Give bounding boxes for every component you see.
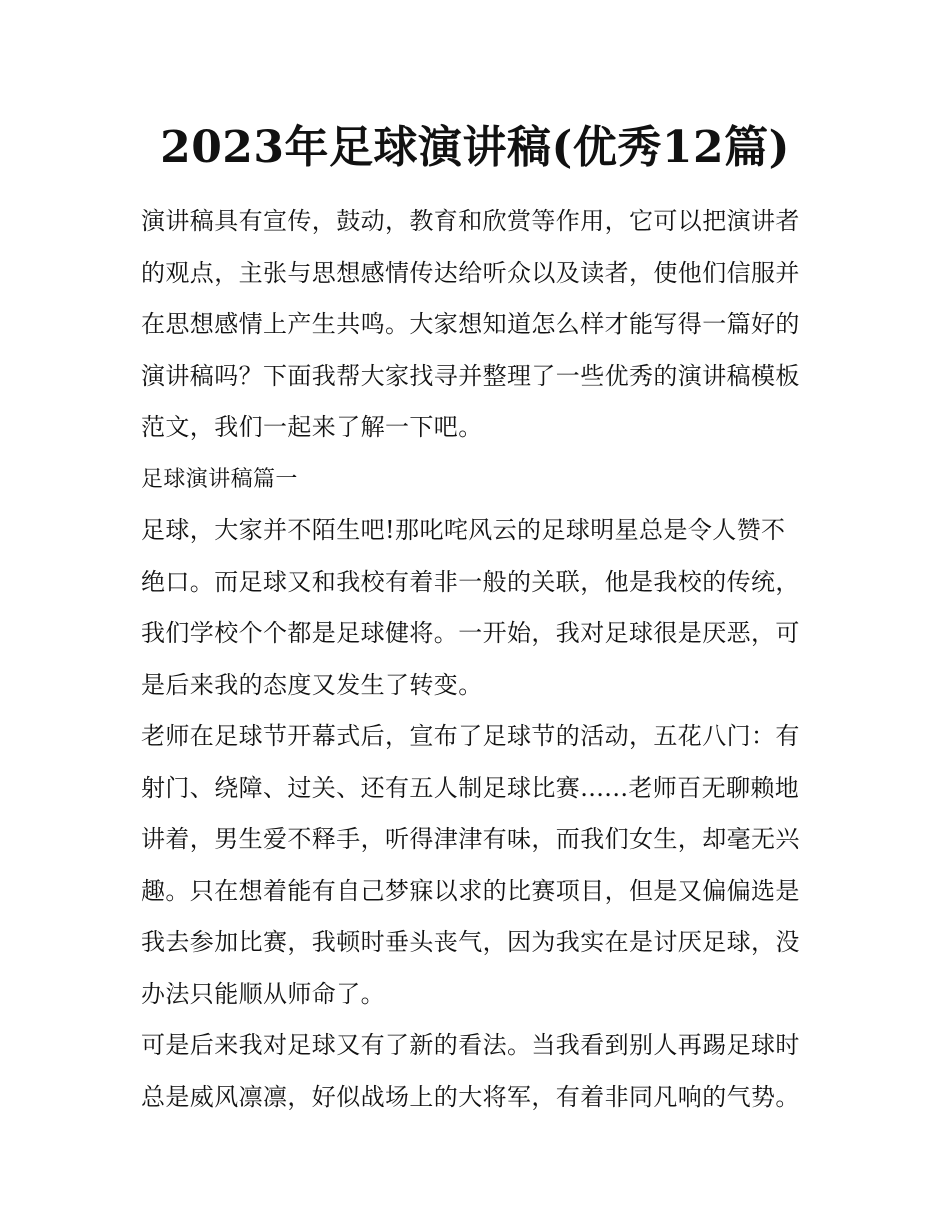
- text-line: 足球演讲稿篇一: [141, 466, 298, 492]
- text-line: 可是后来我对足球又有了新的看法。当我看到别人再踢足球时: [141, 1031, 800, 1059]
- document-title: 2023年足球演讲稿(优秀12篇): [160, 122, 790, 173]
- text-line: 我们学校个个都是足球健将。一开始，我对足球很是厌恶，可: [141, 619, 800, 647]
- text-line: 射门、绕障、过关、还有五人制足球比赛......老师百无聊赖地: [141, 773, 800, 802]
- text-line: 演讲稿具有宣传，鼓动，教育和欣赏等作用，它可以把演讲者: [141, 207, 800, 235]
- text-line: 办法只能顺从师命了。: [141, 979, 385, 1008]
- body-paragraph: [141, 711, 821, 1020]
- intro-paragraph: [141, 196, 821, 454]
- text-line: 在思想感情上产生共鸣。大家想知道怎么样才能写得一篇好的: [141, 310, 800, 338]
- section-heading: [141, 454, 821, 506]
- document-body: [141, 196, 821, 1123]
- text-line: 范文，我们一起来了解一下吧。: [141, 413, 483, 441]
- text-line: 讲着，男生爱不释手，听得津津有味，而我们女生，却毫无兴: [141, 825, 800, 853]
- text-line: 总是威风凛凛，好似战场上的大将军，有着非同凡响的气势。: [141, 1082, 800, 1111]
- text-line: 演讲稿吗？下面我帮大家找寻并整理了一些优秀的演讲稿模板: [141, 361, 800, 390]
- text-line: 足球，大家并不陌生吧!那叱咤风云的足球明星总是令人赞不: [141, 516, 786, 544]
- body-paragraph: [141, 505, 821, 711]
- body-paragraph: [141, 1020, 821, 1123]
- text-line: 绝口。而足球又和我校有着非一般的关联，他是我校的传统，: [141, 567, 800, 596]
- text-line: 我去参加比赛，我顿时垂头丧气，因为我实在是讨厌足球，没: [141, 928, 800, 956]
- text-line: 是后来我的态度又发生了转变。: [141, 670, 483, 699]
- text-line: 趣。只在想着能有自己梦寐以求的比赛项目，但是又偏偏选是: [141, 876, 800, 905]
- text-line: 老师在足球节开幕式后，宣布了足球节的活动，五花八门：有: [141, 722, 800, 750]
- text-line: 的观点，主张与思想感情传达给听众以及读者，使他们信服并: [141, 258, 800, 287]
